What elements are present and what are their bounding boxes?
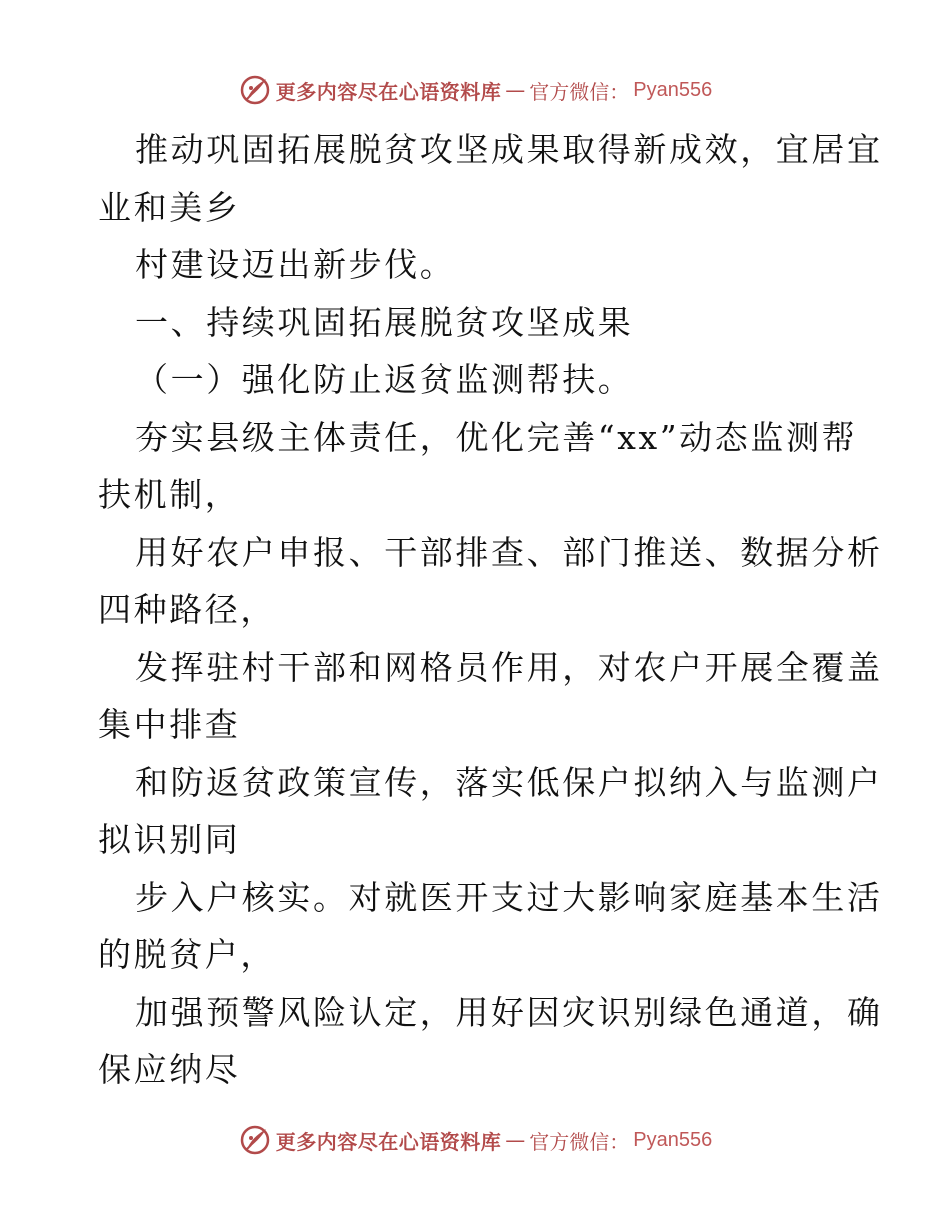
text-line: 业和美乡 xyxy=(98,187,241,227)
watermark-text: 更多内容尽在心语资料库 xyxy=(275,1129,502,1154)
text-line: 保应纳尽 xyxy=(98,1050,241,1089)
text-line: 发挥驻村干部和网格员作用，对农户开展全覆盖 xyxy=(135,647,883,687)
text-line: 和防返贫政策宣传，落实低保户拟纳入与监测户 xyxy=(135,762,883,802)
text-line: 村建设迈出新步伐。 xyxy=(135,245,456,284)
watermark-official: 官方微信： xyxy=(529,1129,630,1154)
text-line: 一、持续巩固拓展脱贫攻坚成果 xyxy=(135,302,634,342)
body-text xyxy=(98,121,883,1099)
text-line: 拟识别同 xyxy=(98,820,241,859)
text-line: 步入户核实。对就医开支过大影响家庭基本生活 xyxy=(135,877,883,917)
text-line: 四种路径， xyxy=(98,590,276,629)
text-line: 夯实县级主体责任，优化完善“xx”动态监测帮 xyxy=(135,417,858,457)
text-line: 加强预警风险认定，用好因灾识别绿色通道，确 xyxy=(135,992,883,1032)
text-line: 的脱贫户， xyxy=(98,935,276,974)
watermark-official: 官方微信： xyxy=(529,79,630,104)
watermark-id: Pyan556 xyxy=(633,78,713,101)
quill-logo-icon xyxy=(238,1123,272,1157)
text-line: 扶机制， xyxy=(98,475,241,514)
watermark-text: 更多内容尽在心语资料库 xyxy=(275,79,502,104)
watermark-id: Pyan556 xyxy=(633,1128,713,1151)
header-watermark xyxy=(0,70,950,110)
quill-logo-icon xyxy=(238,73,272,107)
footer-watermark xyxy=(0,1120,950,1160)
text-line: 集中排查 xyxy=(98,705,241,744)
text-line: 用好农户申报、干部排查、部门推送、数据分析 xyxy=(135,532,883,572)
watermark-dash: — xyxy=(505,78,526,102)
text-line: 推动巩固拓展脱贫攻坚成果取得新成效，宜居宜 xyxy=(135,130,883,169)
watermark-dash: — xyxy=(505,1128,526,1152)
text-line: （一）强化防止返贫监测帮扶。 xyxy=(135,360,634,399)
